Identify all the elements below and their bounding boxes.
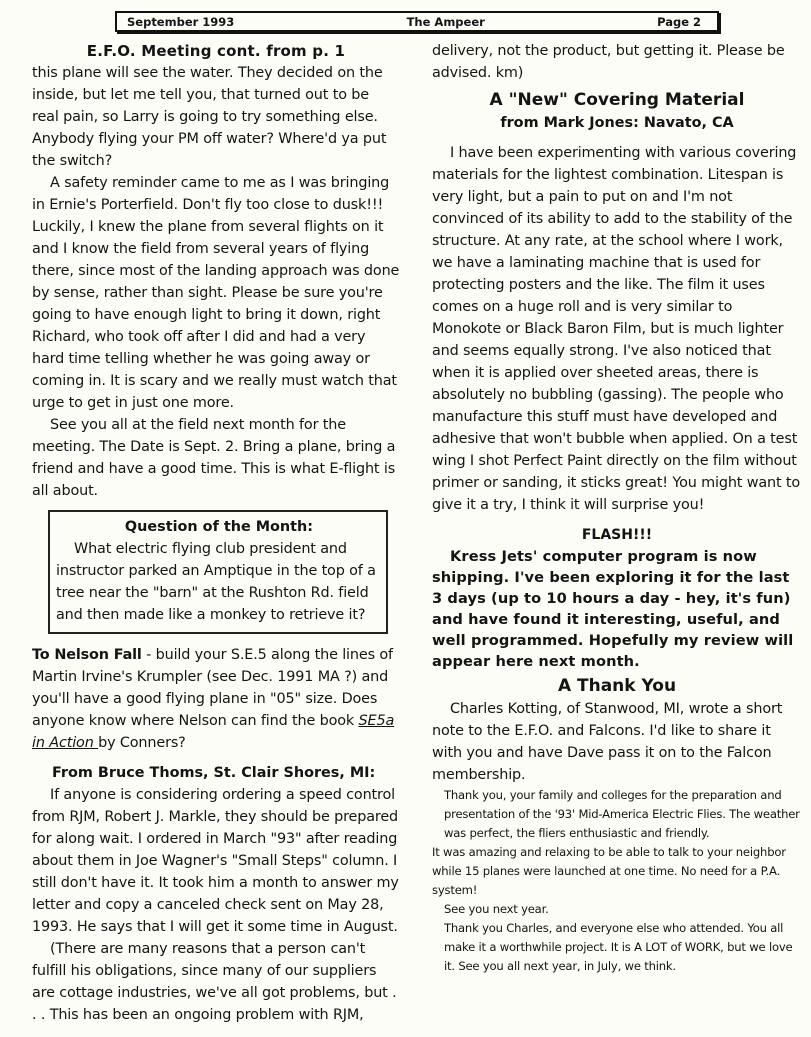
header-date: September 1993 [127,14,235,29]
question-body: What electric flying club president and instructor parked an Amptique in the top of a tree near the "barn" at the Rushton Rd. field and then made like a monkey to retrieve it? [56,541,376,623]
paragraph-nelson [32,644,400,754]
question-box [48,510,388,634]
left-column [32,40,400,1026]
closing-paragraph: Thank you Charles, and everyone else who attended. You all make it a worthwhile project. It is A LOT of WORK, but we love it. See you all next year, in July, we think. [444,921,793,973]
page-header [115,11,719,32]
flash-body: Kress Jets' computer program is now shipping. I've been exploring it for the last 3 days (up to 10 hours a day - hey, it's fun) and have found it interesting, useful, and well programmed. Hopefully my review will appear here next month. [432,548,794,670]
nelson-lead: To Nelson Fall [32,647,142,663]
letter-block [432,786,802,976]
letter-paragraph: See you next year. [444,902,549,916]
letter-paragraph: It was amazing and relaxing to be able to talk to your neighbor while 15 planes were launched at one time. No need for a P.A. system! [432,845,786,897]
covering-byline: from Mark Jones: Navato, CA [500,115,734,131]
paragraph-meeting: See you all at the field next month for the meeting. The Date is Sept. 2. Bring a plane, bring a friend and have a good time. This is what E-flight is all about. [32,417,396,499]
book-title: SE5a in Action [32,713,395,751]
continued-text: delivery, not the product, but getting it. Please be advised. km) [432,43,785,81]
nelson-end: by Conners? [98,735,186,751]
nelson-body: - build your S.E.5 along the lines of Martin Irvine's Krumpler (see Dec. 1991 MA ?) and you'll have a good flying plane in "05" size. Does anyone know where Nelson can find the book [32,647,393,729]
paragraph-editor-note: (There are many reasons that a person can't fulfill his obligations, since many of our suppliers are cottage industries, we've all got problems, but . . . This has been an ongoing problem with RJM, [32,941,397,1023]
bruce-heading: From Bruce Thoms, St. Clair Shores, MI: [52,765,376,781]
paragraph-rjm: If anyone is considering ordering a speed control from RJM, Robert J. Markle, they should be prepared for along wait. I ordered in March "93" after reading about them in Joe Wagner's "Small Steps" column. I still don't have it. It took him a month to answer my letter and copy a canceled check sent on May 28, 1993. He says that I will get it some time in August. [32,787,399,935]
covering-article-title: A "New" Covering Material [489,90,745,110]
right-column [432,40,802,976]
thank-you-title: A Thank You [557,676,677,696]
flash-title: FLASH!!! [581,527,653,543]
paragraph-safety: A safety reminder came to me as I was bringing in Ernie's Porterfield. Don't fly too close to dusk!!! Luckily, I knew the plane from several flights on it and I know the field from several years of flying there, since most of the landing approach was done by sense, rather than sight. Please be sure you're going to have enough light to bring it down, right Richard, who took off after I did and had a very hard time telling whether he was going away or coming in. It is scary and we really must watch that urge to get in just one more. [32,175,400,411]
question-title: Question of the Month: [124,519,314,535]
letter-paragraph: Thank you, your family and colleges for the preparation and presentation of the '93' Mid-America Electric Flies. The weather was perfect, the fliers enthusiastic and friendly. [444,788,800,840]
continued-heading: E.F.O. Meeting cont. from p. 1 [86,42,346,60]
thank-you-intro: Charles Kotting, of Stanwood, MI, wrote a short note to the E.F.O. and Falcons. I'd like to share it with you and have Dave pass it on to the Falcon membership. [432,701,783,783]
paragraph-water: this plane will see the water. They decided on the inside, but let me tell you, that turned out to be real pain, so Larry is going to try something else. Anybody flying your PM off water? Where'd ya put the switch? [32,65,387,169]
newsletter-title: The Ampeer [406,14,485,29]
page-number: Page 2 [657,14,701,29]
covering-body: I have been experimenting with various covering materials for the lightest combination. Litespan is very light, but a pain to put on and I'm not convinced of its ability to add to the stability of the structure. At any rate, at the school where I work, we have a laminating machine that is used for protecting posters and the like. The film it uses comes on a huge roll and is very similar to Monokote or Black Baron Film, but is much lighter and seems equally strong. I've also noticed that when it is applied over sheeted areas, there is absolutely no bubbling (gassing). The people who manufacture this stuff must have developed and adhesive that won't bubble when applied. On a test wing I shot Perfect Paint directly on the film without primer or sanding, it sticks great! You might want to give it a try, I think it will surprise you! [432,145,801,513]
